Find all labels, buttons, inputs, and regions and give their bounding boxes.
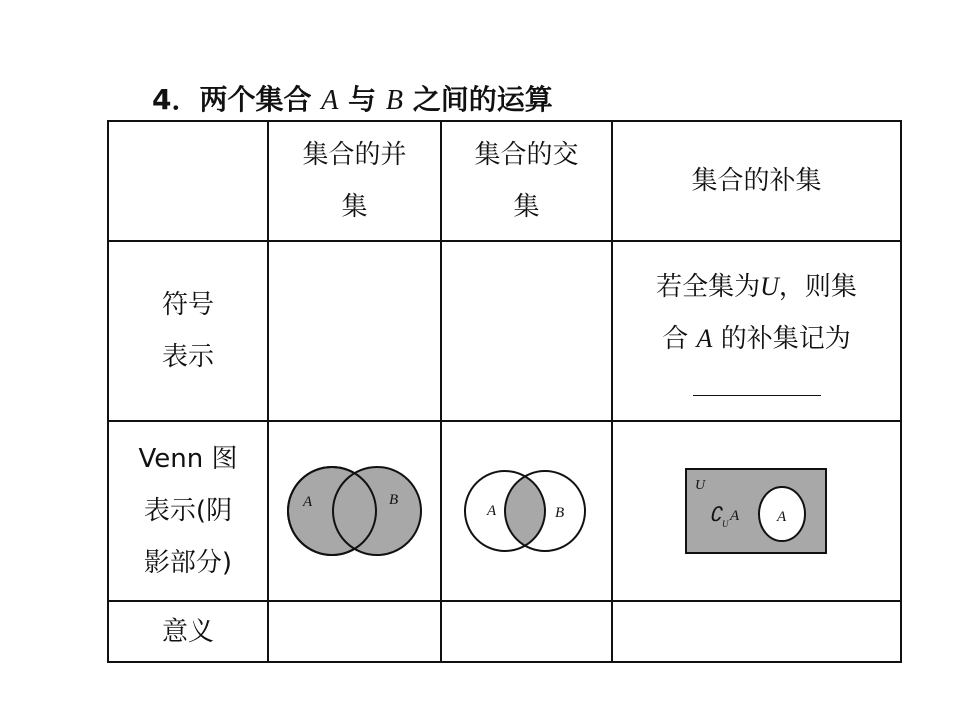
complement-set-label: A	[729, 508, 739, 524]
complement-venn-cell	[612, 421, 901, 601]
intersection-meaning-cell	[441, 601, 612, 662]
intersection-label-b: B	[554, 505, 564, 521]
intersection-venn-cell	[441, 421, 612, 601]
complement-venn-diagram	[682, 465, 832, 557]
union-venn-cell	[268, 421, 441, 601]
universe-label: U	[694, 478, 705, 493]
title-mid: 与	[348, 83, 377, 116]
complement-symbol-cell: 若全集为U，则集 合 A 的补集记为	[612, 241, 901, 421]
complement-inner-label: A	[776, 509, 786, 525]
intersection-symbol-cell	[441, 241, 612, 421]
header-row	[108, 121, 901, 241]
section-title	[152, 78, 553, 118]
complement-meaning-cell	[612, 601, 901, 662]
intersection-venn-diagram	[457, 461, 597, 561]
meaning-row	[108, 601, 901, 662]
complement-subscript: U	[721, 519, 728, 529]
complement-answer-blank	[693, 395, 821, 396]
set-operations-table	[107, 120, 902, 663]
union-label-a: A	[302, 494, 312, 510]
venn-row-label: Venn 图 表示(阴 影部分)	[108, 421, 268, 601]
intersection-label-a: A	[486, 503, 496, 519]
header-union: 集合的并 集	[268, 121, 441, 241]
title-set-a: A	[321, 85, 339, 116]
header-complement: 集合的补集	[612, 121, 901, 241]
union-venn-diagram	[285, 461, 425, 561]
symbol-row	[108, 241, 901, 421]
union-symbol-cell	[268, 241, 441, 421]
title-set-b: B	[385, 85, 403, 116]
symbol-row-label: 符号 表示	[108, 241, 268, 421]
meaning-row-label: 意义	[108, 601, 268, 662]
venn-row	[108, 421, 901, 601]
title-suffix: 之间的运算	[412, 83, 553, 116]
union-label-b: B	[388, 492, 398, 508]
corner-cell	[108, 121, 268, 241]
complement-symbol: ∁	[708, 504, 722, 526]
header-intersection: 集合的交 集	[441, 121, 612, 241]
title-prefix: 4．两个集合	[152, 83, 312, 116]
union-meaning-cell	[268, 601, 441, 662]
